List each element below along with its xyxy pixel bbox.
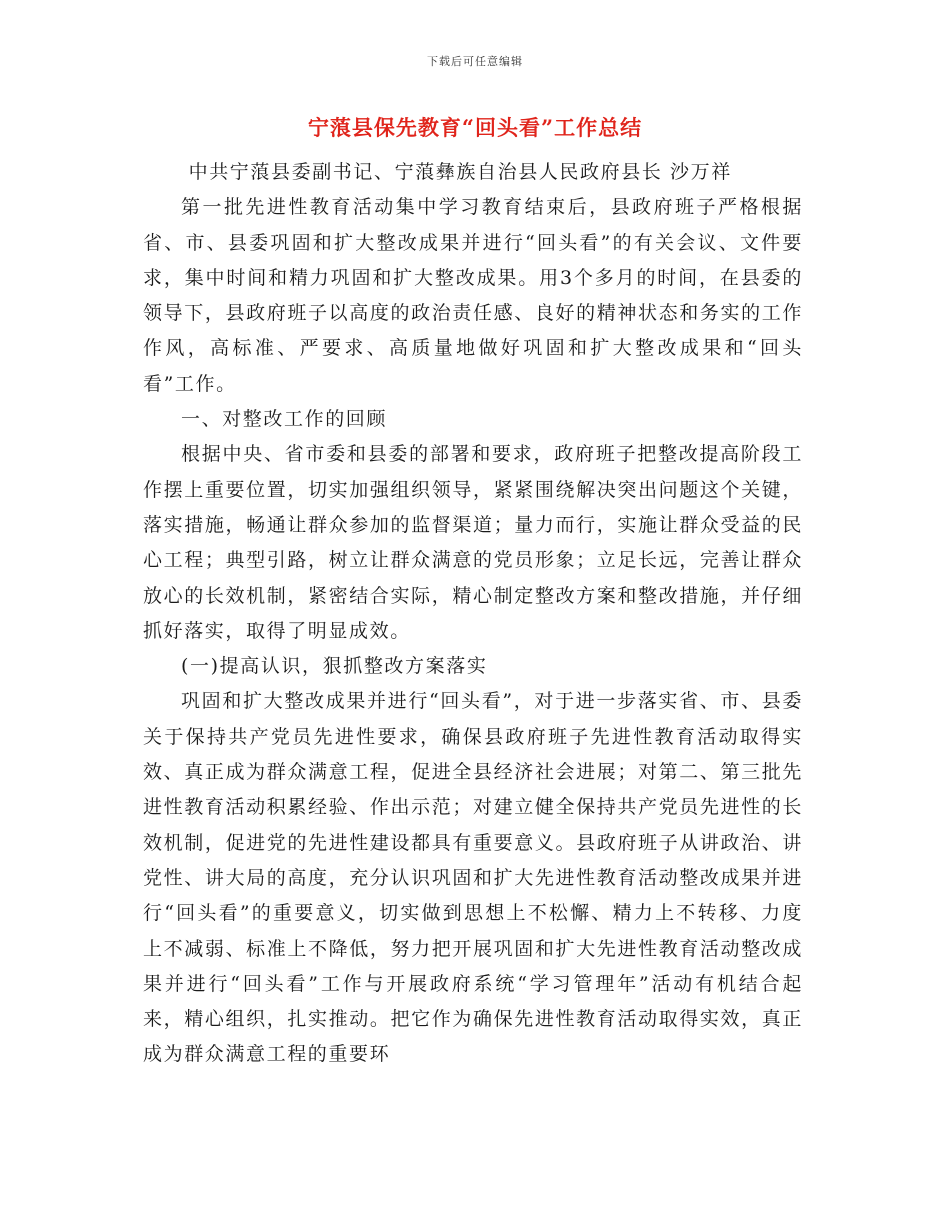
header-note: 下载后可任意编辑 bbox=[427, 55, 523, 68]
document-body bbox=[143, 155, 803, 1073]
paragraph-consolidation: 巩固和扩大整改成果并进行“回头看”，对于进一步落实省、市、县委关于保持共产党员先进性要求，确保县政府班子先进性教育活动取得实效、真正成为群众满意工程，促进全县经济社会进展；对第二、第三批先进性教育活动积累经验、作出示范；对建立健全保持共产党员先进性的长效机制，促进党的先进性建设都具有重要意义。县政府班子从讲政治、讲党性、讲大局的高度，充分认识巩固和扩大先进性教育活动整改成果并进行“回头看”的重要意义，切实做到思想上不松懈、精力上不转移、力度上不减弱、标准上不降低，努力把开展巩固和扩大先进性教育活动整改成果并进行“回头看”工作与开展政府系统“学习管理年”活动有机结合起来，精心组织，扎实推动。把它作为确保先进性教育活动取得实效，真正成为群众满意工程的重要环 bbox=[143, 690, 803, 1066]
subsection-heading: (一)提高认识，狠抓整改方案落实 bbox=[181, 655, 488, 678]
author-line: 中共宁蒗县委副书记、宁蒗彝族自治县人民政府县长 沙万祥 bbox=[188, 161, 732, 183]
section-heading: 一、对整改工作的回顾 bbox=[181, 408, 388, 431]
paragraph-review: 根据中央、省市委和县委的部署和要求，政府班子把整改提高阶段工作摆上重要位置，切实加强组织领导，紧紧围绕解决突出问题这个关键，落实措施，畅通让群众参加的监督渠道；量力而行，实施让群众受益的民心工程；典型引路，树立让群众满意的党员形象；立足长远，完善让群众放心的长效机制，紧密结合实际，精心制定整改方案和整改措施，并仔细抓好落实，取得了明显成效。 bbox=[143, 443, 803, 642]
paragraph-intro: 第一批先进性教育活动集中学习教育结束后，县政府班子严格根据省、市、县委巩固和扩大整改成果并进行“回头看”的有关会议、文件要求，集中时间和精力巩固和扩大整改成果。用3个多月的时间，在县委的领导下，县政府班子以高度的政治责任感、良好的精神状态和务实的工作作风，高标准、严要求、高质量地做好巩固和扩大整改成果和“回头看”工作。 bbox=[143, 196, 803, 395]
document-title: 宁蒗县保先教育“回头看”工作总结 bbox=[307, 115, 643, 140]
